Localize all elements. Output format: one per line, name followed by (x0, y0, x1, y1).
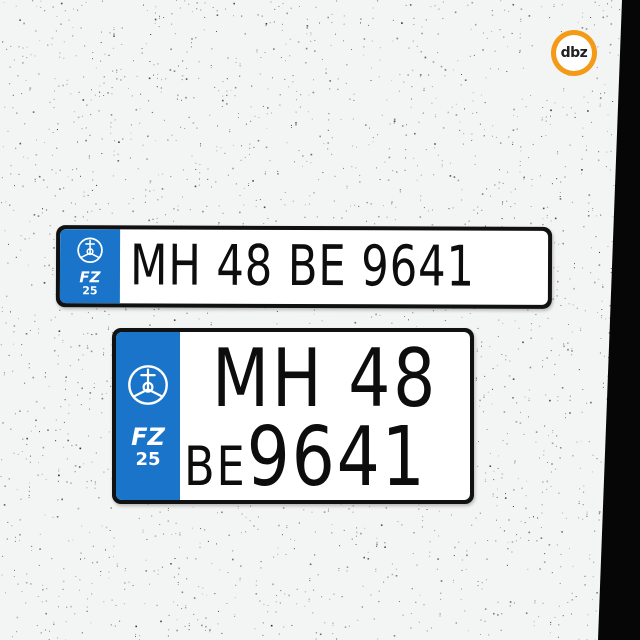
square-plate-blue-strip (116, 332, 180, 500)
long-plate-model: FZ (79, 268, 101, 287)
brand-badge-text: dbz (556, 35, 592, 71)
brand-badge (551, 30, 597, 76)
long-plate-model-number: 25 (82, 284, 98, 298)
square-plate-line1: MH 48 (212, 332, 439, 425)
square-plate-number: 9641 (246, 410, 427, 500)
long-plate-face (60, 229, 548, 305)
square-plate-model-number: 25 (135, 449, 161, 470)
tuning-fork-emblem-icon (76, 236, 104, 268)
long-number-plate (56, 225, 552, 309)
square-plate-line2 (184, 410, 427, 500)
square-number-plate (112, 328, 474, 504)
tuning-fork-emblem-icon (126, 363, 170, 411)
long-plate-blue-strip (60, 229, 120, 303)
square-plate-model: FZ (131, 423, 165, 451)
square-plate-face (116, 332, 470, 500)
long-plate-registration: MH 48 BE 9641 (129, 233, 476, 300)
square-plate-series: BE (184, 435, 247, 498)
